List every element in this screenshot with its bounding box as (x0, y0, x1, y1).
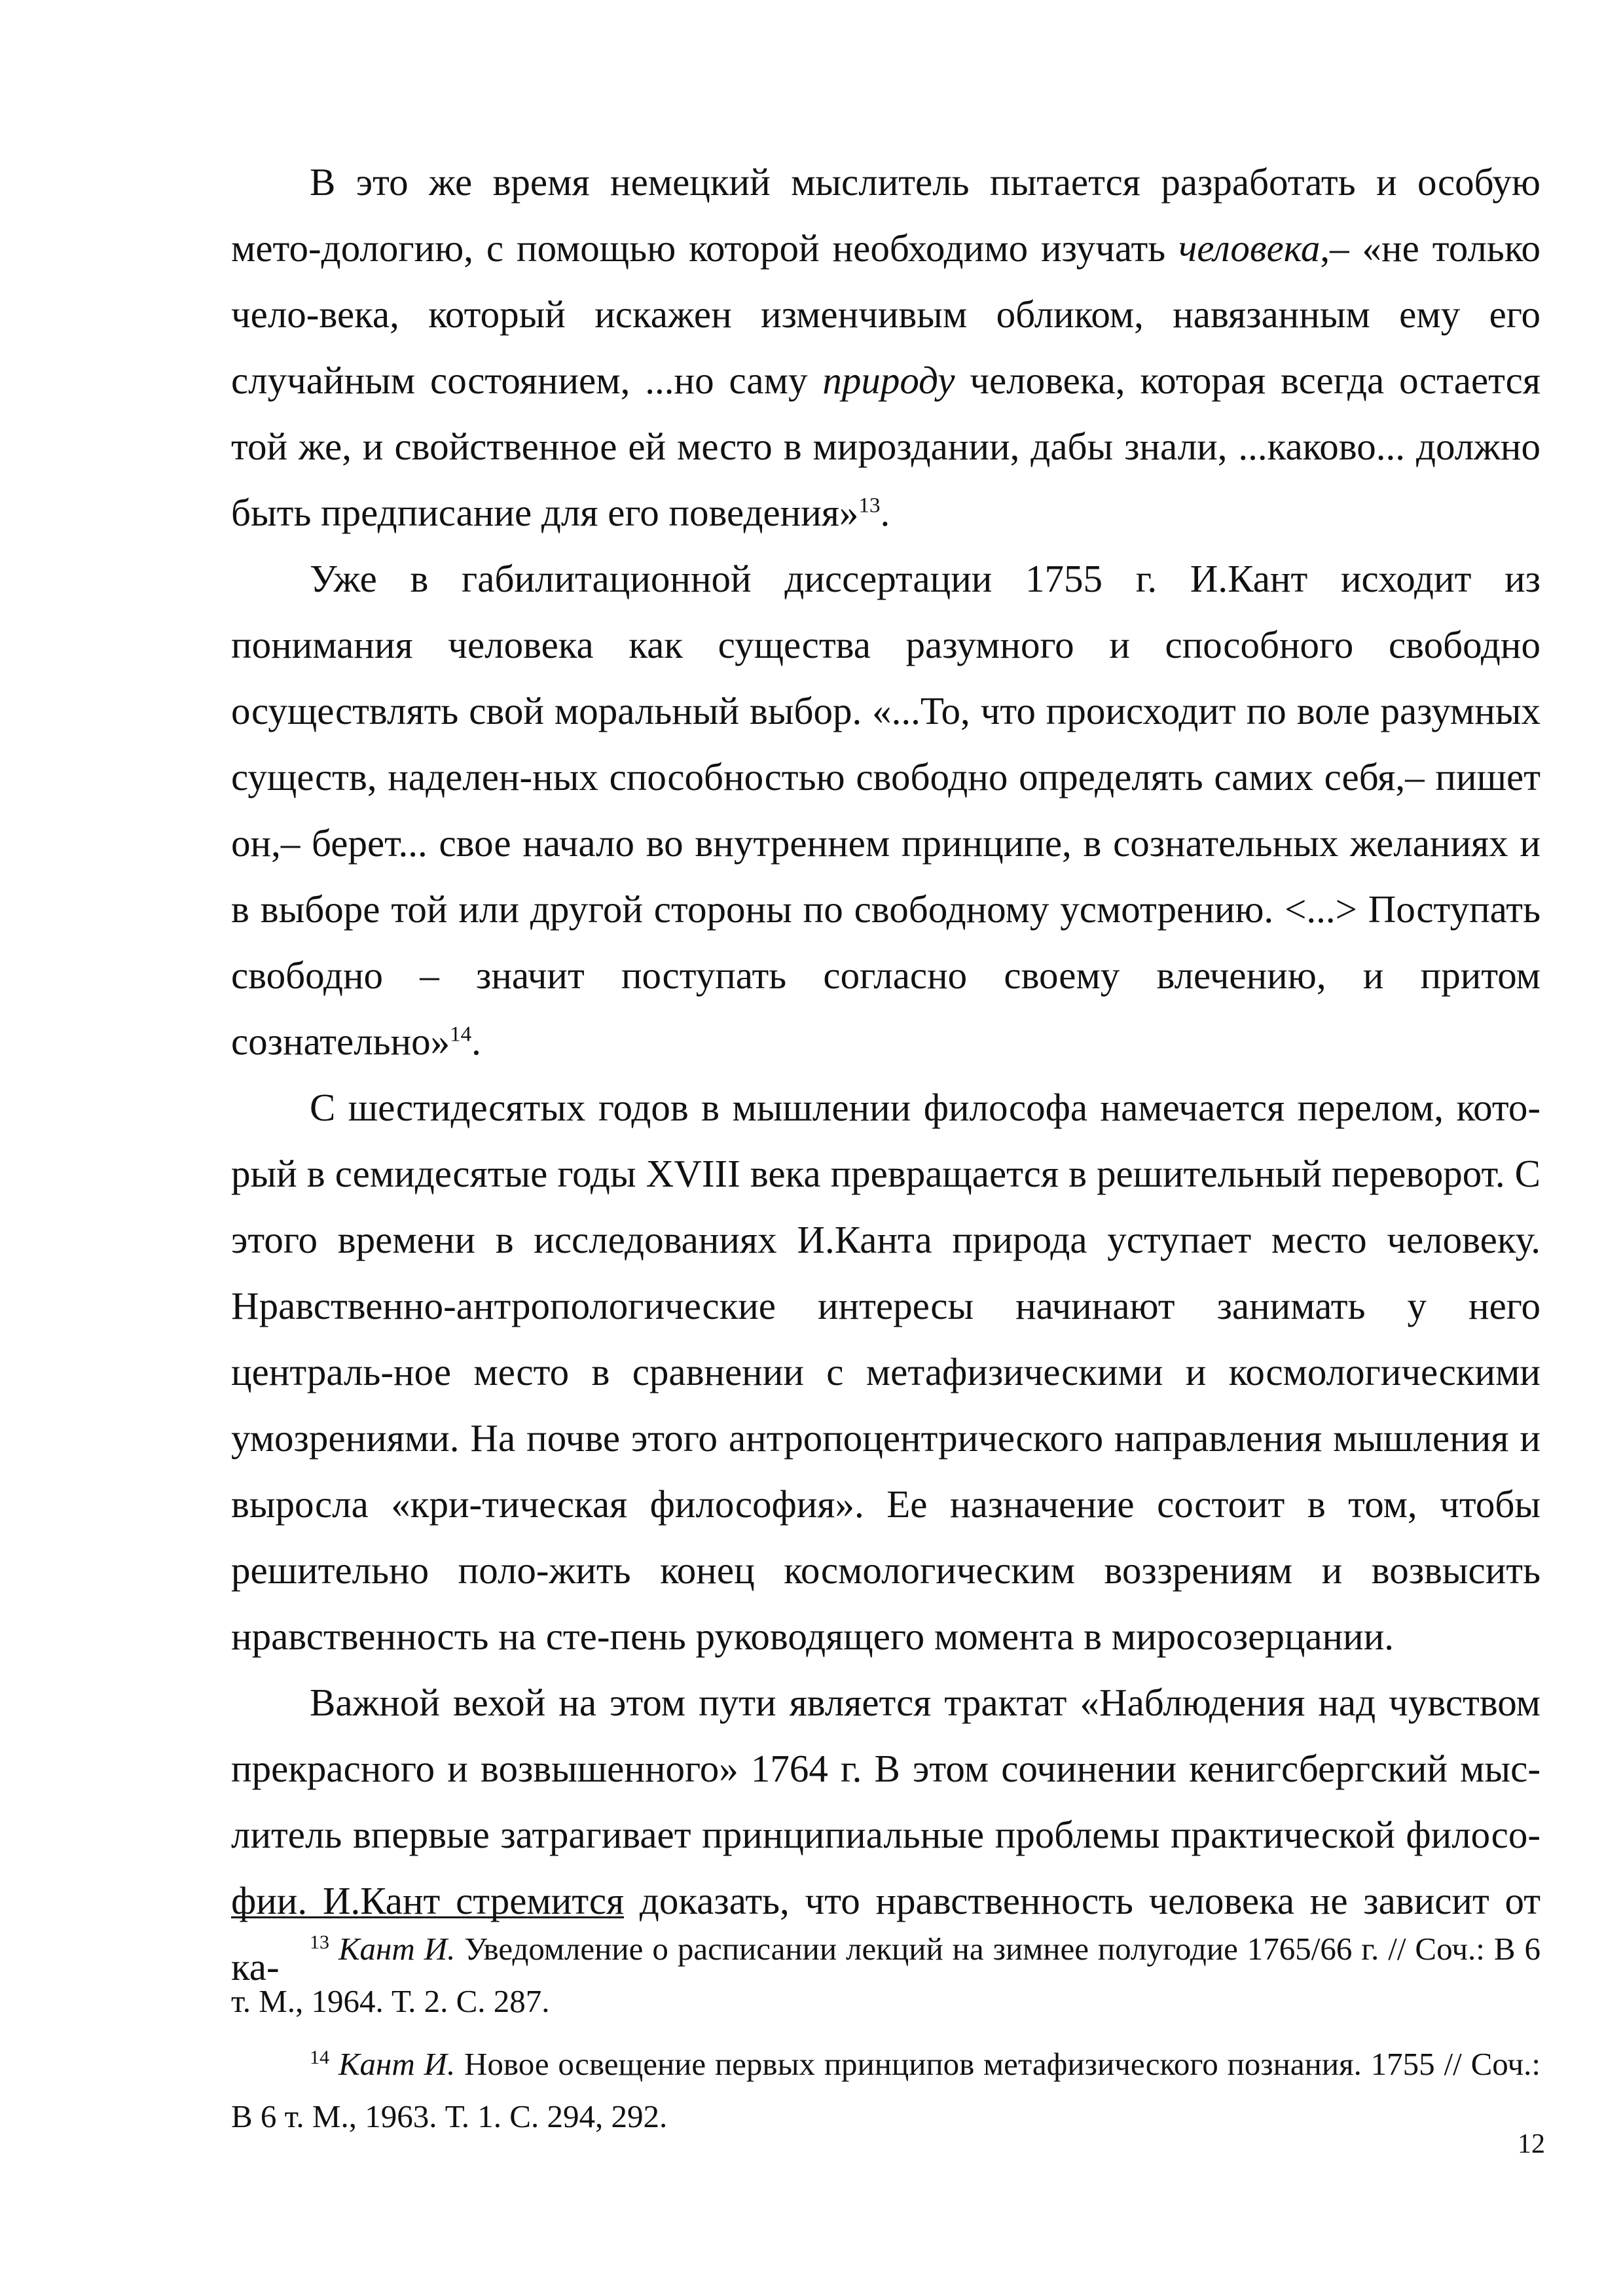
paragraph-4: Важной вехой на этом пути является трактат «Наблюдения над чувством прекрасного и возвышенного» 1764 г. В этом сочинении кенигсбергский мыс-литель впервые затрагивает принципиальные проблемы практической филосо-фии. И.Кант стремится доказать, что нравственность человека не зависит от ка- (231, 1681, 1541, 1988)
page-number: 12 (1518, 2129, 1545, 2159)
paragraph-3: С шестидесятых годов в мышлении философа намечается перелом, кото-рый в семидесятые годы XVIII века превращается в решительный переворот. С этого времени в исследованиях И.Канта природа уступает место человеку. Нравственно-антропологические интересы начинают занимать у него централь-ное место в сравнении с метафизическими и космологическими умозрениями. На почве этого антропоцентрического направления мышления и выросла «кри-тическая философия». Ее назначение состоит в том, чтобы решительно поло-жить конец космологическим воззрениям и возвысить нравственность на сте-пень руководящего момента в миросозерцании. (231, 1086, 1541, 1658)
footnote-author: Кант И. (338, 2046, 456, 2082)
footnote-text: Уведомление о расписании лекций на зимнее полугодие 1765/66 г. // Соч.: В 6 т. М., 1964. Т. 2. С. 287. (231, 1931, 1541, 2019)
emphasis-chelovek: человека (1178, 226, 1321, 270)
paragraph-2: Уже в габилитационной диссертации 1755 г. И.Кант исходит из понимания человека как существа разумного и способного свободно осуществлять свой моральный выбор. «...То, что происходит по воле разумных существ, наделен-ных способностью свободно определять самих себя,– пишет он,– берет... свое начало во внутреннем принципе, в сознательных желаниях и в выборе той или другой стороны по свободному усмотрению. <...> Поступать свободно – значит поступать согласно своему влечению, и притом сознательно»$^{14}$. (231, 557, 1541, 1063)
emphasis-priroda: природу (822, 359, 955, 402)
footnote-13 (231, 1923, 1541, 2028)
footnote-author: Кант И. (338, 1931, 456, 1967)
footnote-14 (231, 2038, 1541, 2143)
footnote-number: 14 (310, 2046, 329, 2068)
footnotes (231, 1923, 1541, 2153)
footnote-ref-14[interactable]: 14 (450, 1022, 472, 1047)
footnote-text: Новое освещение первых принципов метафизического познания. 1755 // Соч.: В 6 т. М., 1963. Т. 1. С. 294, 292. (231, 2046, 1541, 2134)
footnote-number: 13 (310, 1931, 329, 1953)
footnote-ref-13[interactable]: 13 (858, 493, 881, 518)
main-text (231, 149, 1541, 2000)
paragraph-1: В это же время немецкий мыслитель пытается разработать и особую мето-дологию, с помощью которой необходимо изучать человека,– «не только чело-века, который искажен изменчивым обликом, навязанным ему его случайным состоянием, ...но саму природу человека, которая всегда остается той же, и свойственное ей место в мироздании, дабы знали, ...каково... должно быть предписание для его поведения»$^{13}$. (231, 160, 1541, 534)
footnote-separator (231, 1916, 624, 1918)
